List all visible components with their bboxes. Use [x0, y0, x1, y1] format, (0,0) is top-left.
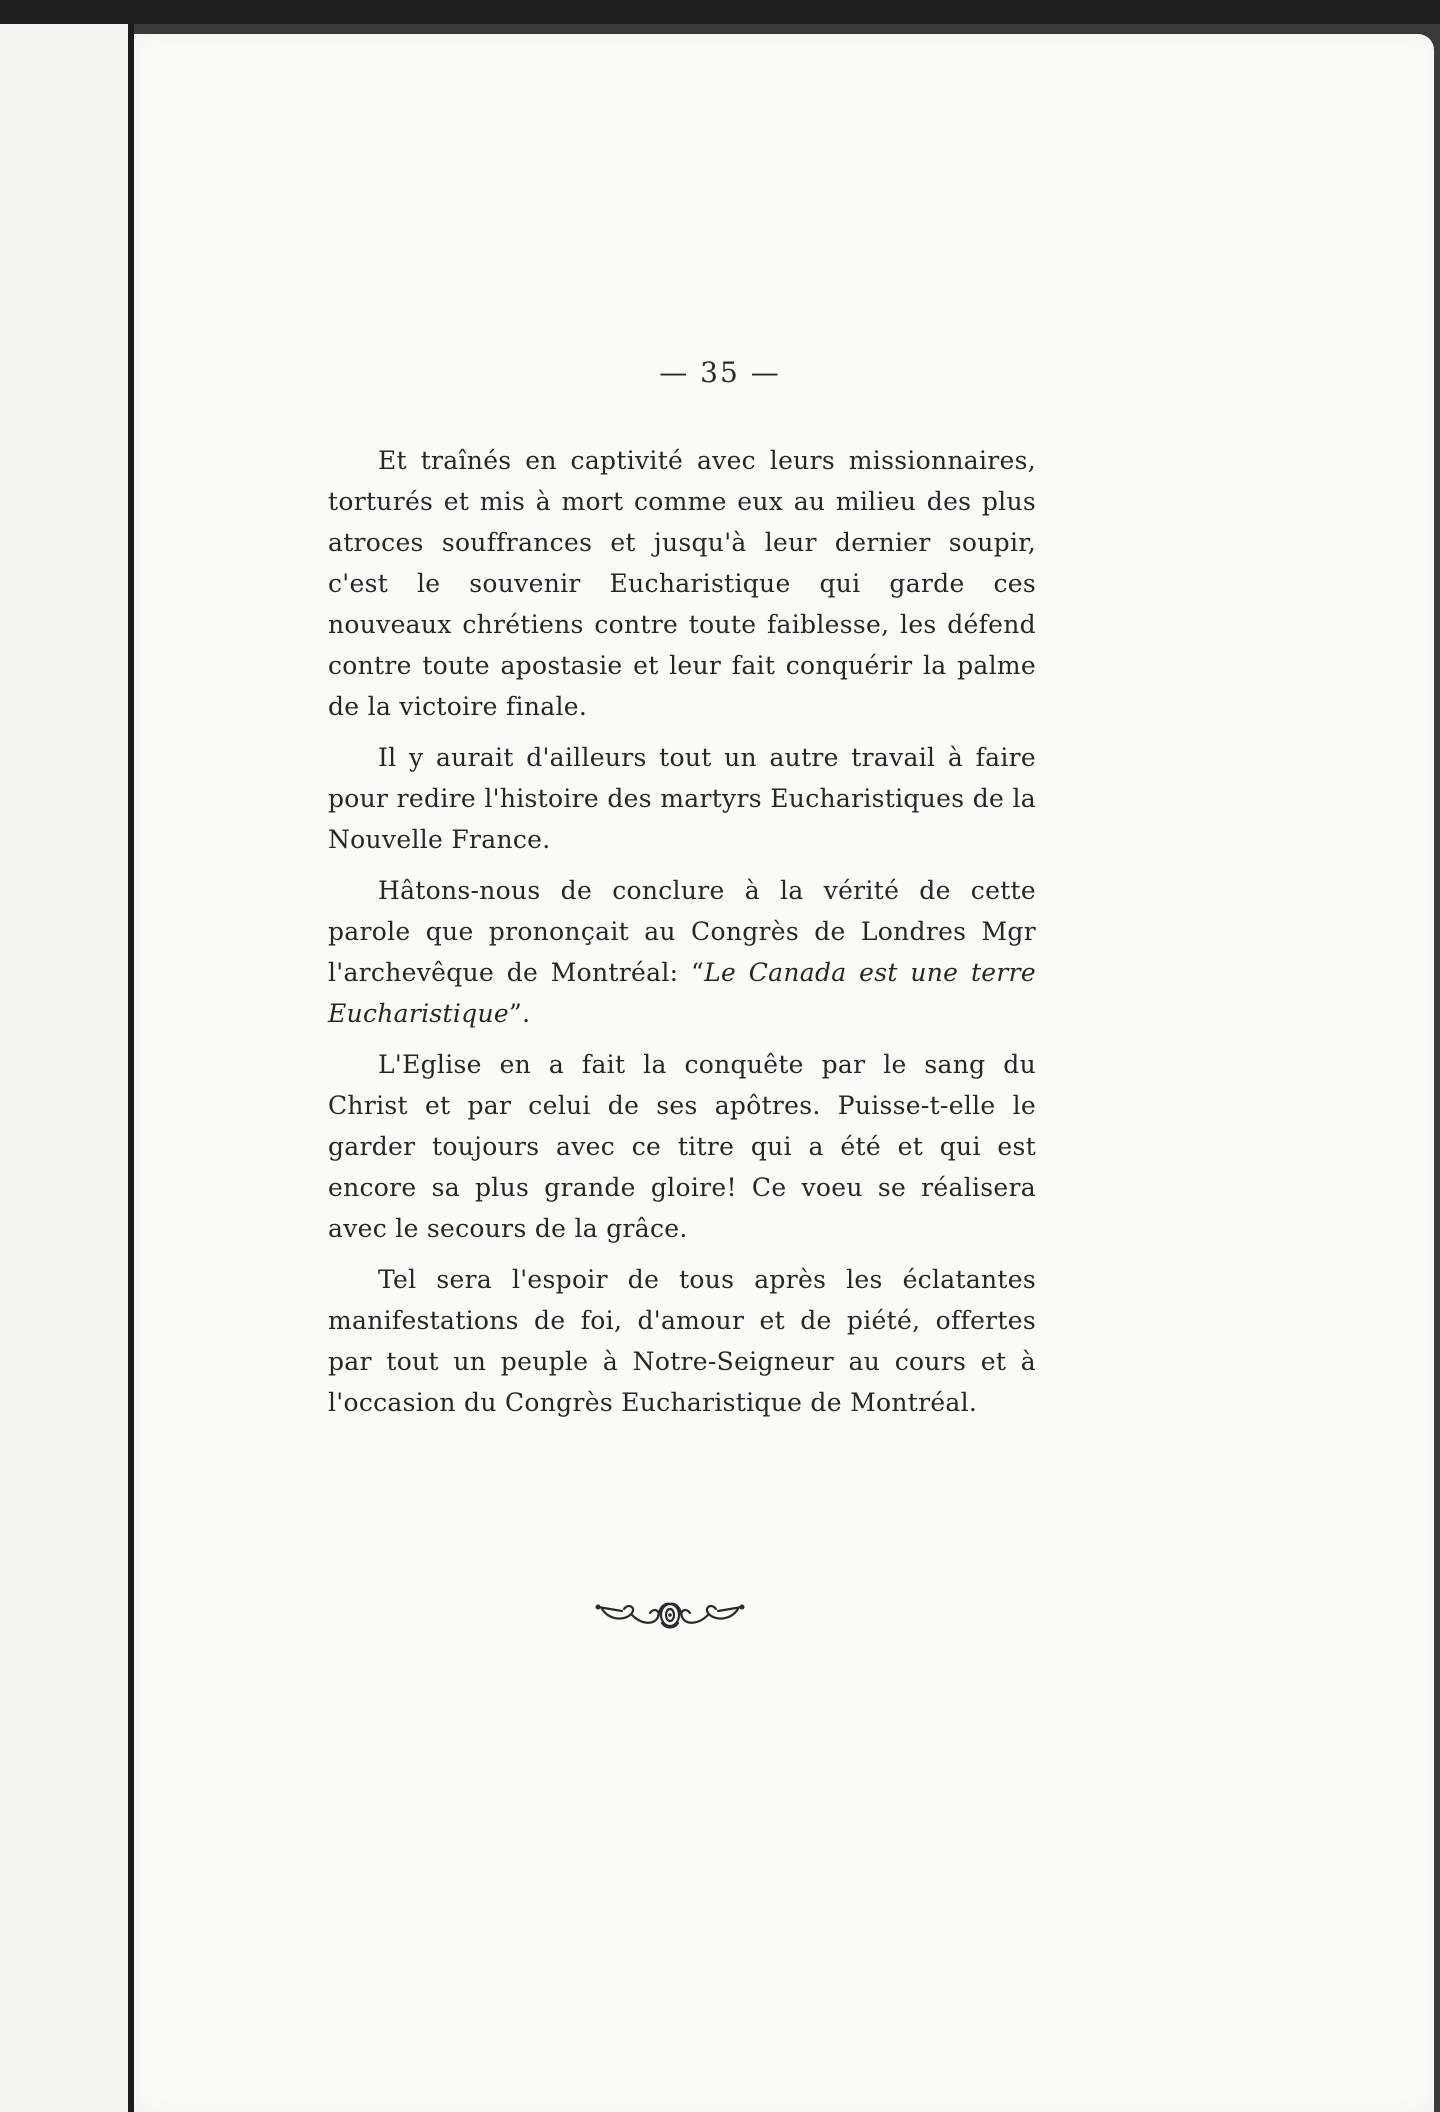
paragraph-text: ”. [508, 999, 531, 1028]
paragraph: Il y aurait d'ailleurs tout un autre travail à faire pour redire l'histoire des martyrs Eucharistiques de la Nouvelle France. [328, 743, 1036, 854]
body-text [328, 440, 1036, 1433]
paragraph-with-quote [328, 870, 1036, 1034]
fleuron-ornament-icon [592, 1595, 748, 1635]
paragraph: Et traînés en captivité avec leurs missionnaires, torturés et mis à mort comme eux au milieu des plus atroces souffrances et jusqu'à leur dernier soupir, c'est le souvenir Eucharistique qui garde ces nouveaux chrétiens contre toute faiblesse, les défend contre toute apostasie et leur fait conquérir la palme de la victoire finale. [328, 446, 1036, 721]
paragraph-text: Hâtons-nous de conclure à la vérité de cette parole que prononçait au Congrès de Londres Mgr l'archevêque de Montréal: “ [328, 876, 1036, 987]
left-page-edge [0, 24, 134, 2112]
page-number: — 35 — [659, 356, 781, 389]
paragraph: L'Eglise en a fait la conquête par le sang du Christ et par celui de ses apôtres. Puisse-t-elle le garder toujours avec ce titre qui a été et qui est encore sa plus grande gloire! Ce voeu se réalisera avec le secours de la grâce. [328, 1050, 1036, 1243]
paragraph: Tel sera l'espoir de tous après les éclatantes manifestations de foi, d'amour et de piété, offertes par tout un peuple à Notre-Seigneur au cours et à l'occasion du Congrès Eucharistique de Montréal. [328, 1265, 1036, 1417]
quotation-italic: Le Canada est une terre Eucharistique [328, 958, 1036, 1028]
scan-border [0, 0, 1440, 24]
